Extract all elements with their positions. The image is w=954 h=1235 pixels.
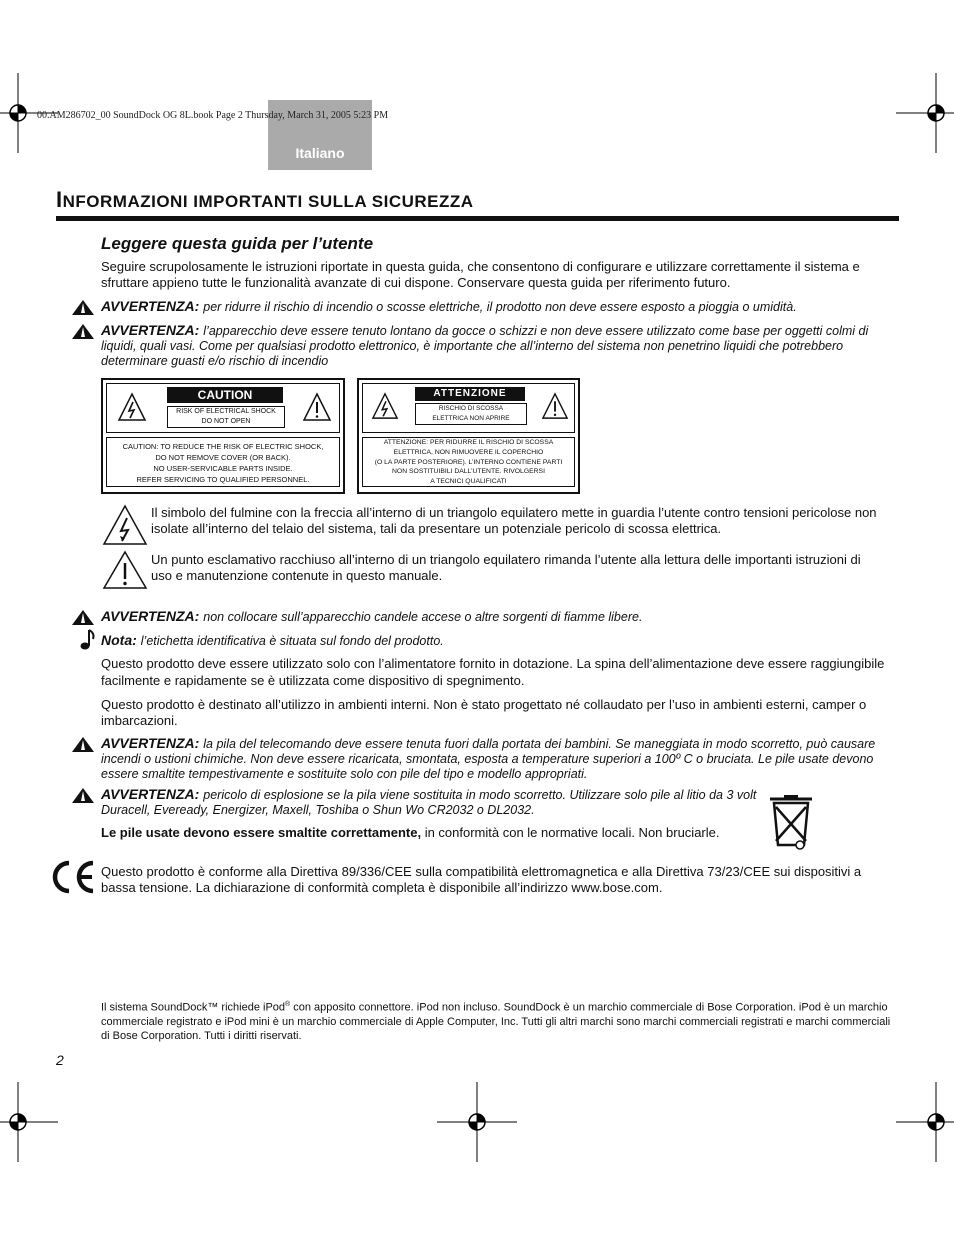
trademark-notice <box>101 998 901 1043</box>
language-tab-label: Italiano <box>295 145 345 161</box>
title-divider <box>56 216 899 221</box>
page-title <box>56 187 474 213</box>
caution-heading: CAUTION <box>167 387 283 403</box>
warning-text: per ridurre il rischio di incendio o scosse elettriche, il prodotto non deve essere esposto a pioggia o umidità. <box>203 300 797 314</box>
battery-disposal-rest: in conformità con le normative locali. Non bruciarle. <box>421 825 720 840</box>
lightning-symbol-explanation: Il simbolo del fulmine con la freccia all’interno di un triangolo equilatero mette in guardia l’utente contro tensioni pericolose non isolate all’interno del telaio del sistema, tali da presentare un potenziale pericolo di scossa elettrica. <box>151 505 877 536</box>
registration-mark-icon <box>896 73 954 153</box>
attenzione-line: A TECNICI QUALIFICATI <box>430 478 507 486</box>
attenzione-sub <box>415 403 527 425</box>
warning-text: pericolo di esplosione se la pila viene sostituita in modo scorretto. Utilizzare solo pile al litio da 3 volt Duracell, Eveready, Energizer, Maxell, Toshiba o Shun Wo CR2032 o DL2032. <box>101 788 757 817</box>
battery-disposal-paragraph <box>101 825 721 841</box>
attenzione-heading: ATTENZIONE <box>415 387 525 401</box>
warning-label: AVVERTENZA: <box>101 786 200 802</box>
attenzione-label-top <box>362 383 575 433</box>
warning-label: AVVERTENZA: <box>101 322 200 338</box>
caution-label-italian <box>357 378 580 494</box>
attenzione-label-bottom <box>362 437 575 487</box>
note-label: Nota: <box>101 632 137 648</box>
note-text: l’etichetta identificativa è situata sul fondo del prodotto. <box>140 634 444 648</box>
ce-mark-icon <box>46 858 98 896</box>
ce-compliance-paragraph: Questo prodotto è conforme alla Direttiva 89/336/CEE sulla compatibilità elettromagnetica e alla Direttiva 73/23/CEE sui dispositivi a bassa tensione. La dichiarazione di conformità completa è disponibile all’indirizzo www.bose.com. <box>101 864 862 895</box>
warning-triangle-icon <box>72 324 94 339</box>
warning-2 <box>72 323 896 369</box>
title-initial: I <box>56 187 63 212</box>
warning-label: AVVERTENZA: <box>101 298 200 314</box>
caution-line: NO USER-SERVICABLE PARTS INSIDE. <box>153 464 293 473</box>
attenzione-sub-line: RISCHIO DI SCOSSA <box>438 405 504 412</box>
power-supply-paragraph: Questo prodotto deve essere utilizzato solo con l’alimentatore fornito in dotazione. La spina dell’alimentazione deve essere raggiungibile facilmente e rapidamente se è utilizzata come dispositivo di spegnimento. <box>101 656 885 688</box>
caution-line: REFER SERVICING TO QUALIFIED PERSONNEL. <box>136 475 310 484</box>
warning-triangle-icon <box>72 737 94 752</box>
caution-line: CAUTION: TO REDUCE THE RISK OF ELECTRIC SHOCK, <box>122 442 324 451</box>
lightning-triangle-icon <box>371 392 399 420</box>
warning-3 <box>72 609 896 625</box>
attenzione-line: (O LA PARTE POSTERIORE). L’INTERNO CONTIENE PARTI <box>374 458 563 466</box>
attenzione-line: NON SOSTITUIBILI DALL’UTENTE. RIVOLGERSI <box>392 468 545 476</box>
trademark-part2: con apposito connettore. iPod non incluso. SoundDock è un marchio commerciale di Bose Corporation. iPod è un marchio commerciale registrato e iPod mini è un marchio commerciale di Apple Computer, Inc. Tutti gli altri marchi sono marchi commerciali registrati e marchi commerciali di Bose Corporation. Tutti i diritti riservati. <box>101 1001 891 1042</box>
registration-mark-icon <box>437 1082 517 1162</box>
warning-triangle-icon <box>72 788 94 803</box>
title-rest: NFORMAZIONI IMPORTANTI SULLA SICUREZZA <box>62 192 474 211</box>
attenzione-line: ATTENZIONE: PER RIDURRE IL RISCHIO DI SCOSSA <box>383 439 554 446</box>
exclamation-triangle-icon <box>541 392 569 420</box>
battery-disposal-bold: Le pile usate devono essere smaltite correttamente, <box>101 825 422 840</box>
lightning-triangle-icon <box>102 504 148 546</box>
caution-label-top <box>106 383 340 433</box>
warning-label: AVVERTENZA: <box>101 735 200 751</box>
caution-sub <box>167 406 285 428</box>
exclamation-triangle-icon <box>302 392 332 422</box>
exclamation-triangle-icon <box>102 550 148 590</box>
registration-mark-icon <box>896 1082 954 1162</box>
warning-1 <box>72 299 896 315</box>
registered-mark: ® <box>285 1001 291 1008</box>
note <box>72 633 896 649</box>
caution-line: DO NOT REMOVE COVER (OR BACK). <box>155 453 291 462</box>
caution-label-bottom <box>106 437 340 487</box>
section-subtitle: Leggere questa guida per l’utente <box>101 234 374 253</box>
attenzione-line: ELETTRICA, NON RIMUOVERE IL COPERCHIO <box>393 448 544 456</box>
file-info-header: 00.AM286702_00 SoundDock OG 8L.book Page 2 Thursday, March 31, 2005 5:23 PM <box>37 110 389 121</box>
registration-mark-icon <box>0 1082 58 1162</box>
warning-text: non collocare sull’apparecchio candele accese o altre sorgenti di fiamme libere. <box>203 610 643 624</box>
lightning-triangle-icon <box>117 392 147 422</box>
caution-sub-line: RISK OF ELECTRICAL SHOCK <box>176 408 276 415</box>
trademark-part1: Il sistema SoundDock™ richiede iPod <box>101 1001 286 1014</box>
warning-4 <box>72 736 896 782</box>
intro-paragraph: Seguire scrupolosamente le istruzioni riportate in questa guida, che consentono di configurare e utilizzare correttamente il sistema e sfruttare appieno tutte le funzionalità avanzate di cui dispone. Conservare questa guida per riferimento futuro. <box>101 259 860 290</box>
music-note-icon <box>80 629 96 651</box>
warning-label: AVVERTENZA: <box>101 608 200 624</box>
page-number: 2 <box>56 1052 64 1068</box>
warning-text: la pila del telecomando deve essere tenuta fuori dalla portata dei bambini. Se maneggiata in modo scorretto, può causare incendi o ustioni chimiche. Non deve essere ricaricata, smontata, esposta a temperature superiori a 100º C o bruciata. Le pile usate devono essere smaltite tempestivamente e sostituite solo con pile del tipo e modello appropriati. <box>101 737 876 781</box>
warning-text: l’apparecchio deve essere tenuto lontano da gocce o schizzi e non deve essere utilizzato come base per oggetti colmi di liquidi, quali vasi. Come per qualsiasi prodotto elettronico, è importante che all’interno del sistema non penetrino liquidi che potrebbero determinare guasti e/o rischio di incendio <box>101 324 869 368</box>
indoor-use-paragraph: Questo prodotto è destinato all’utilizzo in ambienti interni. Non è stato progettato né collaudato per l’uso in ambienti esterni, camper o imbarcazioni. <box>101 697 867 728</box>
attenzione-sub-line: ELETTRICA NON APRIRE <box>432 415 510 422</box>
crossed-bin-icon <box>766 795 816 851</box>
warning-triangle-icon <box>72 300 94 315</box>
caution-label-english <box>101 378 345 494</box>
caution-sub-line: DO NOT OPEN <box>201 418 251 425</box>
warning-triangle-icon <box>72 610 94 625</box>
warning-5 <box>72 787 762 818</box>
exclamation-symbol-explanation: Un punto esclamativo racchiuso all’interno di un triangolo equilatero rimanda l’utente alla lettura delle importanti istruzioni di uso e manutenzione contenute in questo manuale. <box>151 552 861 583</box>
